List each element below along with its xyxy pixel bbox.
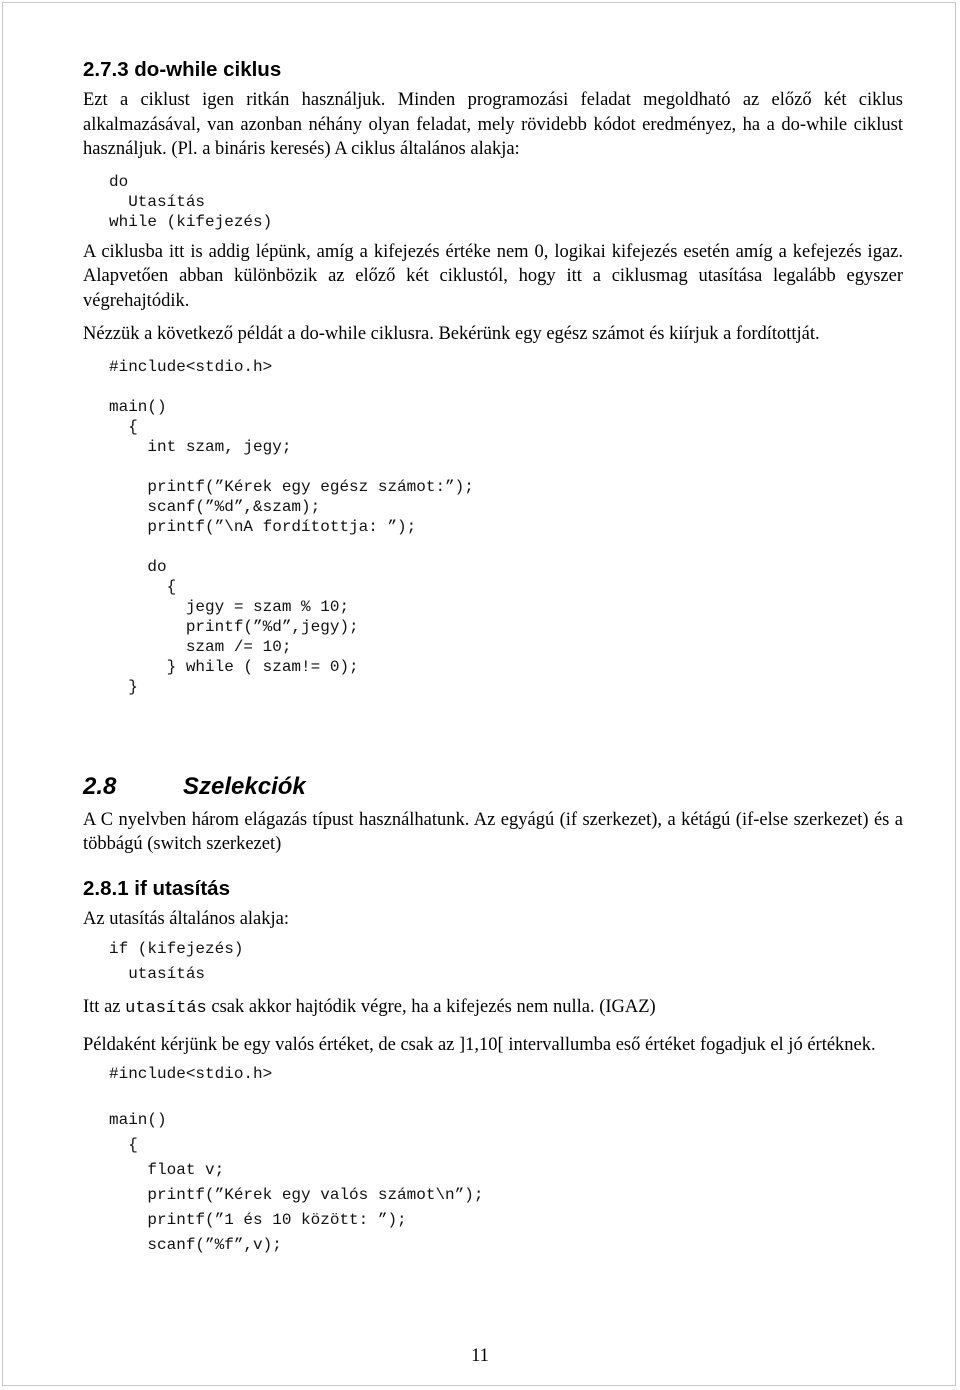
section-heading-2-8-1: 2.8.1 if utasítás	[83, 876, 230, 900]
code-include-2: #include<stdio.h>	[109, 1065, 273, 1083]
page-number: 11	[471, 1346, 489, 1366]
text-part: Itt az	[83, 997, 126, 1017]
code-syntax-do-while: do Utasítás while (kifejezés)	[109, 172, 273, 231]
section-heading-2-7-3: 2.7.3 do-while ciklus	[83, 58, 282, 81]
paragraph-if-example-intro: Példaként kérjünk be egy valós értéket, de csak az ]1,10[ intervallumba eső értéket fogadjuk el jó értéknek.	[83, 1034, 876, 1055]
section-title: Szelekciók	[183, 772, 306, 800]
paragraph-example-intro: Nézzük a következő példát a do-while ciklusra. Bekérünk egy egész számot és kiírjuk a fordítottját.	[83, 324, 820, 344]
section-number: 2.8	[83, 772, 117, 800]
code-example-if: main() { float v; printf(”Kérek egy valós számot\n”); printf(”1 és 10 között: ”); scanf(”%f”,v);	[109, 1111, 484, 1254]
code-syntax-if: if (kifejezés) utasítás	[109, 940, 244, 983]
paragraph-if-general-form: Az utasítás általános alakja:	[83, 908, 289, 929]
inline-code-utasitas: utasítás	[125, 999, 207, 1018]
code-example-do-while: main() { int szam, jegy; printf(”Kérek egy egész számot:”); scanf(”%d”,&szam); printf(”\nA fordítottja: ”); do { jegy = szam % 10; printf(”%d”,jegy); szam /= 10; } while ( szam!= 0); }	[109, 397, 474, 696]
paragraph-selections: A C nyelvben három elágazás típust használhatunk. Az egyágú (if szerkezet), a kétágú (if-else szerkezet) és a többágú (switch szerkezet)	[83, 809, 903, 854]
paragraph-do-while-explanation: A ciklusba itt is addig lépünk, amíg a kifejezés értéke nem 0, logikai kifejezés esetén amíg a kefejezés igaz. Alapvetően abban különbözik az előző két ciklustól, hogy itt a ciklusmag utasítása legalább egyszer végrehajtódik.	[83, 241, 903, 311]
paragraph-intro: Ezt a ciklust igen ritkán használjuk. Minden programozási feladat megoldható az előző két ciklus alkalmazásával, van azonban néhány olyan feladat, mely rövidebb kódot eredményez, ha a do-while ciklust használjuk. (Pl. a bináris keresés) A ciklus általános alakja:	[83, 90, 903, 159]
text-part: csak akkor hajtódik végre, ha a kifejezés nem nulla. (IGAZ)	[206, 997, 656, 1017]
section-heading-2-8	[83, 773, 903, 801]
code-include: #include<stdio.h>	[109, 357, 273, 376]
paragraph-if-explanation	[83, 995, 903, 1022]
document-body	[83, 58, 903, 1258]
